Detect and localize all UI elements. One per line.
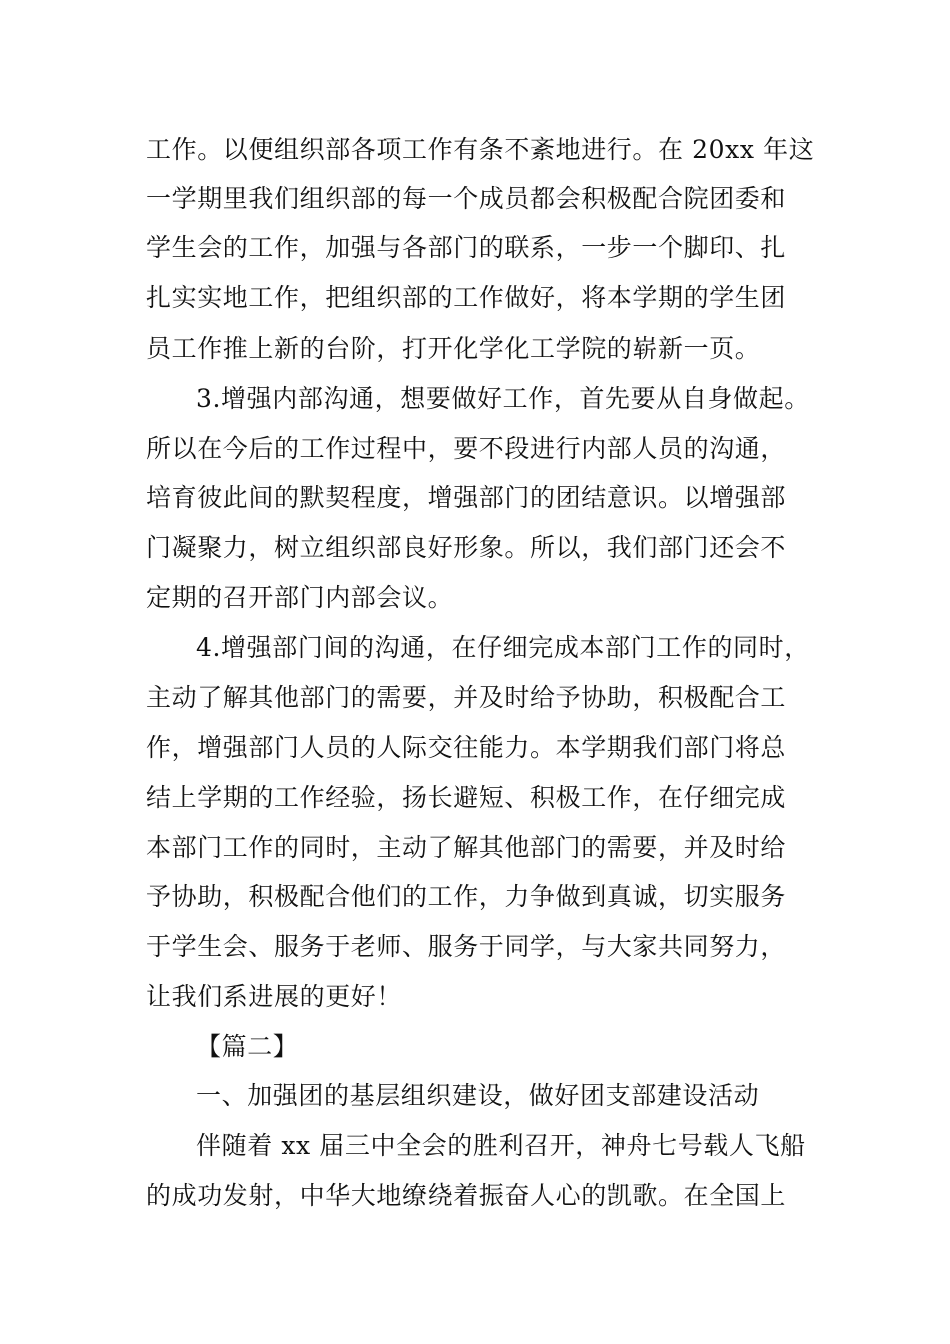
text-line: 让我们系进展的更好！ xyxy=(146,982,403,1011)
text-line: 员工作推上新的台阶，打开化学化工学院的崭新一页。 xyxy=(146,334,761,363)
text-line: 工作。以便组织部各项工作有条不紊地进行。在 20xx 年这 xyxy=(146,135,815,164)
text-line: 于学生会、服务于老师、服务于同学，与大家共同努力， xyxy=(146,932,787,961)
text-line: 培育彼此间的默契程度，增强部门的团结意识。以增强部 xyxy=(146,483,787,512)
text-line: 一、加强团的基层组织建设，做好团支部建设活动 xyxy=(196,1081,760,1110)
text-line: 作，增强部门人员的人际交往能力。本学期我们部门将总 xyxy=(146,733,787,762)
text-line: 予协助，积极配合他们的工作，力争做到真诚，切实服务 xyxy=(146,882,787,911)
section-heading: 【篇二】 xyxy=(196,1032,299,1061)
text-line: 扎实实地工作，把组织部的工作做好，将本学期的学生团 xyxy=(146,283,787,312)
text-line: 主动了解其他部门的需要，并及时给予协助，积极配合工 xyxy=(146,683,787,712)
text-line: 3.增强内部沟通，想要做好工作，首先要从自身做起。 xyxy=(196,384,810,413)
text-line: 所以在今后的工作过程中，要不段进行内部人员的沟通， xyxy=(146,434,787,463)
text-line: 定期的召开部门内部会议。 xyxy=(146,583,454,612)
text-line: 4.增强部门间的沟通，在仔细完成本部门工作的同时， xyxy=(196,633,810,662)
text-line: 结上学期的工作经验，扬长避短、积极工作，在仔细完成 xyxy=(146,783,787,812)
text-line: 的成功发射，中华大地缭绕着振奋人心的凯歌。在全国上 xyxy=(146,1181,787,1210)
text-line: 伴随着 xx 届三中全会的胜利召开，神舟七号载人飞船 xyxy=(196,1131,806,1160)
text-line: 一学期里我们组织部的每一个成员都会积极配合院团委和 xyxy=(146,184,787,213)
text-line: 学生会的工作，加强与各部门的联系，一步一个脚印、扎 xyxy=(146,233,787,262)
text-line: 门凝聚力，树立组织部良好形象。所以，我们部门还会不 xyxy=(146,533,787,562)
text-line: 本部门工作的同时，主动了解其他部门的需要，并及时给 xyxy=(146,833,787,862)
